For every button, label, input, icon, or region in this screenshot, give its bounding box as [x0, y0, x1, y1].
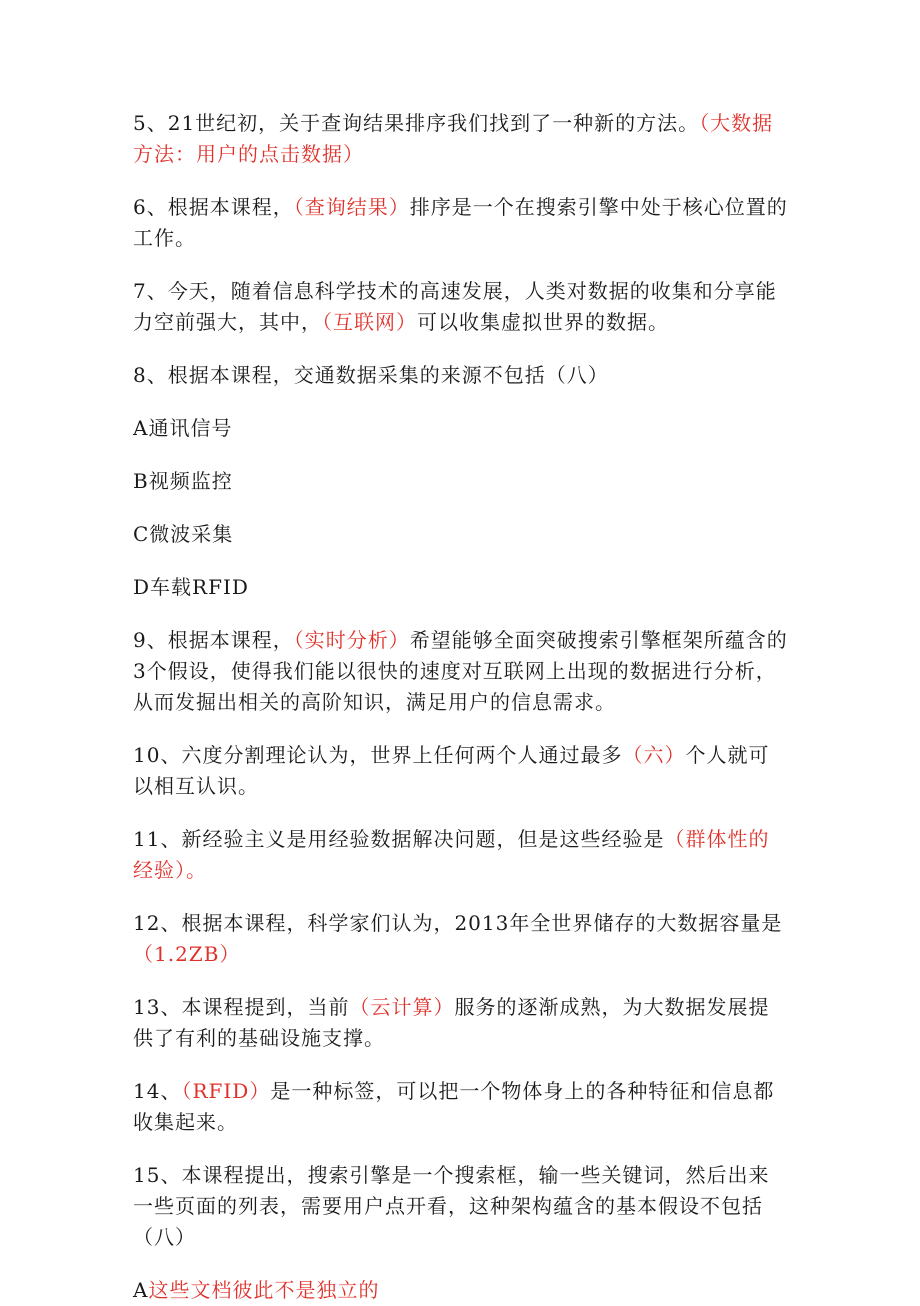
question-9: [133, 625, 788, 718]
answer-text: （RFID）: [181, 1079, 271, 1103]
question-10: [133, 740, 788, 802]
text-run: 12、根据本课程，科学家们认为，2013年全世界储存的大数据容量是: [133, 911, 783, 935]
text-run: 5、21世纪初，关于查询结果排序我们找到了一种新的方法。: [133, 111, 700, 135]
question-11: [133, 824, 788, 886]
option-a-15: [133, 1275, 788, 1306]
text-run: 6、根据本课程，: [133, 195, 294, 219]
text-run: A通讯信号: [133, 416, 233, 440]
text-run: 7、今天，随着信息科学技术的高速发展，人类对数据的收集和分享能力空前强大，其中，: [133, 279, 777, 334]
option-b: [133, 466, 788, 497]
option-c: [133, 519, 788, 550]
text-run: 13、本课程提到，当前: [133, 995, 350, 1019]
text-run: 8、根据本课程，交通数据采集的来源不包括（八）: [133, 363, 609, 387]
answer-text: 这些文档彼此不是独立的: [148, 1278, 380, 1302]
text-run: 可以收集虚拟世界的数据。: [417, 310, 669, 334]
text-run: 15、本课程提出，搜索引擎是一个搜索框，输一些关键词，然后出来一些页面的列表，需要用户点开看，这种架构蕴含的基本假设不包括（八）: [133, 1163, 770, 1249]
text-run: D车载RFID: [133, 575, 249, 599]
question-15: [133, 1160, 788, 1253]
option-a: [133, 413, 788, 444]
option-d: [133, 572, 788, 603]
text-run: 排序是一个在搜索引擎中处于核心位置的工作。: [133, 195, 788, 250]
text-run: 是一种标签，可以把一个物体身上的各种特征和信息都收集起来。: [133, 1079, 775, 1134]
answer-text: （实时分析）: [293, 628, 410, 652]
text-run: 9、根据本课程，: [133, 628, 294, 652]
question-list: [133, 108, 788, 1306]
answer-text: （云计算）: [349, 995, 455, 1019]
text-run: 服务的逐渐成熟，为大数据发展提供了有利的基础设施支撑。: [133, 995, 770, 1050]
text-run: 11、新经验主义是用经验数据解决问题，但是这些经验是: [133, 827, 665, 851]
text-run: 希望能够全面突破搜索引擎框架所蕴含的3个假设，使得我们能以很快的速度对互联网上出现的数据进行分析，从而发掘出相关的高阶知识，满足用户的信息需求。: [133, 628, 788, 714]
text-run: 14、: [133, 1079, 182, 1103]
answer-text: （大数据方法：用户的点击数据）: [133, 111, 774, 166]
answer-text: （六）: [622, 743, 686, 767]
question-5: [133, 108, 788, 170]
answer-text: （互联网）: [322, 310, 417, 334]
question-8: [133, 360, 788, 391]
question-7: [133, 276, 788, 338]
answer-text: （群体性的经验）。: [133, 827, 770, 882]
question-14: [133, 1076, 788, 1138]
question-13: [133, 992, 788, 1054]
question-6: [133, 192, 788, 254]
text-run: 10、六度分割理论认为，世界上任何两个人通过最多: [133, 743, 623, 767]
answer-text: （查询结果）: [293, 195, 410, 219]
text-run: C微波采集: [133, 522, 234, 546]
text-run: 个人就可以相互认识。: [133, 743, 770, 798]
text-run: A: [133, 1278, 149, 1302]
question-12: [133, 908, 788, 970]
answer-text: （1.2ZB）: [133, 942, 241, 966]
text-run: B视频监控: [133, 469, 233, 493]
